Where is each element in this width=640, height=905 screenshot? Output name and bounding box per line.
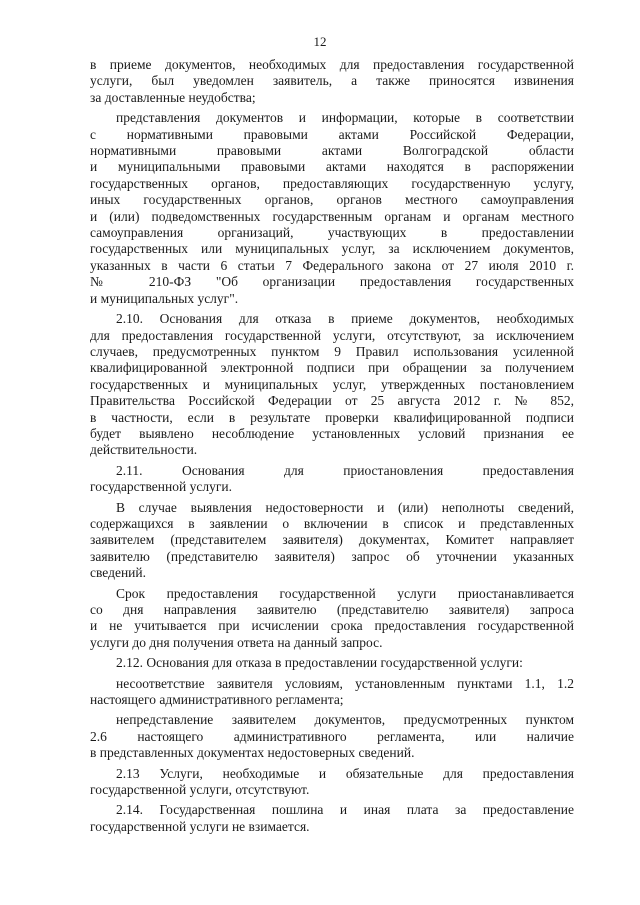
text-line: в приеме документов, необходимых для предоставления государственной <box>90 57 574 72</box>
text-line: в частности, если в результате проверки квалифицированной подписи <box>90 409 574 425</box>
text-line: 2.12. Основания для отказа в предоставлении государственной услуги: <box>116 655 523 671</box>
text-line: государственной услуги не взимается. <box>90 818 310 834</box>
text-line: указанных в части 6 статьи 7 Федерального закона от 27 июля 2010 г. <box>90 257 574 273</box>
text-line: в представленных документах недостоверных сведений. <box>90 745 415 761</box>
text-line: 2.10. Основания для отказа в приеме документов, необходимых <box>116 311 574 327</box>
text-line: 2.6 настоящего административного регламента, или наличие <box>90 728 574 744</box>
text-line: квалифицированной электронной подписи при обращении за получением <box>90 360 574 376</box>
text-line: за доставленные неудобства; <box>90 89 256 105</box>
paragraph <box>90 712 574 761</box>
text-line: услуги, был уведомлен заявитель, а также приносятся извинения <box>90 73 574 89</box>
text-line: государственной услуги, отсутствуют. <box>90 782 310 798</box>
text-line: государственных и муниципальных услуг, утвержденных постановлением <box>90 376 574 392</box>
paragraph <box>90 586 574 652</box>
text-line: несоответствие заявителя условиям, установленным пунктами 1.1, 1.2 <box>116 675 574 691</box>
paragraph <box>90 57 574 106</box>
text-line: непредставление заявителем документов, предусмотренных пунктом <box>116 712 574 728</box>
text-line: 2.14. Государственная пошлина и иная плата за предоставление <box>116 802 574 818</box>
text-line: заявителем (представителем заявителя) документах, Комитет направляет <box>90 532 574 548</box>
paragraph <box>90 676 574 709</box>
text-line: будет выявлено несоблюдение установленных условий признания ее <box>90 425 574 441</box>
text-line: и муниципальных услуг". <box>90 290 239 306</box>
text-line: для предоставления государственной услуги, отсутствуют, за исключением <box>90 327 574 343</box>
paragraph <box>90 802 574 835</box>
text-line: со дня направления заявителю (представителю заявителя) запроса <box>90 602 574 617</box>
text-line: и (или) подведомственных государственным органам и органам местного <box>90 208 574 224</box>
text-line: В случае выявления недостоверности и (или) неполноты сведений, <box>116 499 574 515</box>
text-line: и не учитывается при исчислении срока предоставления государственной <box>90 618 574 634</box>
paragraph <box>90 463 574 496</box>
paragraph <box>90 500 574 582</box>
text-line: Правительства Российской Федерации от 25 августа 2012 г. № 852, <box>90 393 574 409</box>
text-line: заявителю (представителю заявителя) запрос об уточнении указанных <box>90 548 574 564</box>
paragraph <box>90 655 574 671</box>
text-line: нормативными правовыми актами Волгоградской области <box>90 143 574 159</box>
text-line: содержащихся в заявлении о включении в список и представленных <box>90 515 574 531</box>
text-line: самоуправления организаций, участвующих в предоставлении <box>90 225 574 241</box>
text-line: государственных органов, предоставляющих государственную услугу, <box>90 175 574 191</box>
text-line: № 210-ФЗ "Об организации предоставления государственных <box>90 274 574 290</box>
text-line: иных государственных органов, органов местного самоуправления <box>90 192 574 208</box>
text-line: и муниципальными правовыми актами находятся в распоряжении <box>90 159 574 175</box>
text-line: настоящего административного регламента; <box>90 692 344 708</box>
text-line: действительности. <box>90 442 198 458</box>
text-line: Срок предоставления государственной услуги приостанавливается <box>116 585 574 601</box>
paragraph <box>90 311 574 459</box>
text-line: услуги до дня получения ответа на данный запрос. <box>90 634 383 650</box>
text-line: 2.11. Основания для приостановления предоставления <box>116 462 574 478</box>
paragraph <box>90 766 574 799</box>
text-line: с нормативными правовыми актами Российской Федерации, <box>90 126 574 142</box>
page-number: 12 <box>313 34 327 49</box>
document-body <box>90 57 574 839</box>
text-line: сведений. <box>90 565 147 581</box>
text-line: государственных или муниципальных услуг, за исключением документов, <box>90 241 574 257</box>
text-line: государственной услуги. <box>90 479 232 495</box>
text-line: представления документов и информации, которые в соответствии <box>116 110 574 126</box>
paragraph <box>90 110 574 307</box>
text-line: случаев, предусмотренных пунктом 9 Правил использования усиленной <box>90 343 574 359</box>
text-line: 2.13 Услуги, необходимые и обязательные для предоставления <box>116 765 574 781</box>
